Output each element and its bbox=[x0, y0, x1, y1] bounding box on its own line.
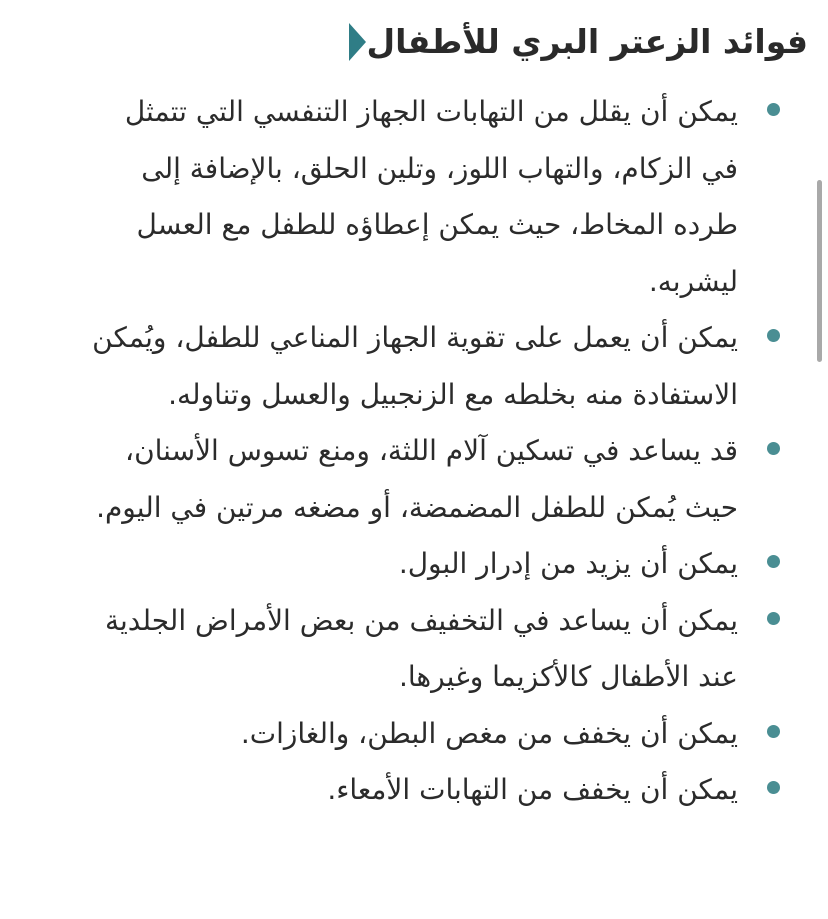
bullet-dot-icon bbox=[767, 103, 780, 116]
bullet-dot-icon bbox=[767, 329, 780, 342]
bullet-dot-icon bbox=[767, 725, 780, 738]
list-item-text: يمكن أن يعمل على تقوية الجهاز المناعي للطفل، ويُمكن الاستفادة منه بخلطه مع الزنجبيل والعسل وتناوله. bbox=[92, 321, 738, 411]
bullet-dot-icon bbox=[767, 555, 780, 568]
list-item bbox=[90, 593, 780, 706]
benefits-list bbox=[90, 84, 780, 819]
list-item bbox=[90, 423, 780, 536]
section-heading bbox=[343, 16, 808, 68]
list-item-text: قد يساعد في تسكين آلام اللثة، ومنع تسوس الأسنان، حيث يُمكن للطفل المضمضة، أو مضغه مرتين في اليوم. bbox=[96, 434, 738, 524]
list-item bbox=[90, 536, 780, 593]
list-item bbox=[90, 762, 780, 819]
heading-title: فوائد الزعتر البري للأطفال bbox=[366, 22, 808, 61]
list-item bbox=[90, 310, 780, 423]
list-item-text: يمكن أن يقلل من التهابات الجهاز التنفسي التي تتمثل في الزكام، والتهاب اللوز، وتلين الحلق، بالإضافة إلى طرده المخاط، حيث يمكن إعطاؤه للطفل مع العسل ليشربه. bbox=[124, 95, 738, 298]
list-item-text: يمكن أن يخفف من مغص البطن، والغازات. bbox=[240, 716, 738, 750]
bullet-dot-icon bbox=[767, 442, 780, 455]
bullet-dot-icon bbox=[767, 612, 780, 625]
bullet-dot-icon bbox=[767, 781, 780, 794]
list-item bbox=[90, 84, 780, 310]
triangle-marker-icon bbox=[349, 23, 366, 61]
scrollbar-thumb[interactable] bbox=[817, 180, 822, 362]
list-item-text: يمكن أن يخفف من التهابات الأمعاء. bbox=[327, 773, 738, 806]
list-item-text: يمكن أن يساعد في التخفيف من بعض الأمراض الجلدية عند الأطفال كالأكزيما وغيرها. bbox=[104, 603, 738, 693]
list-item-text: يمكن أن يزيد من إدرار البول. bbox=[398, 547, 738, 580]
list-item bbox=[90, 706, 780, 763]
